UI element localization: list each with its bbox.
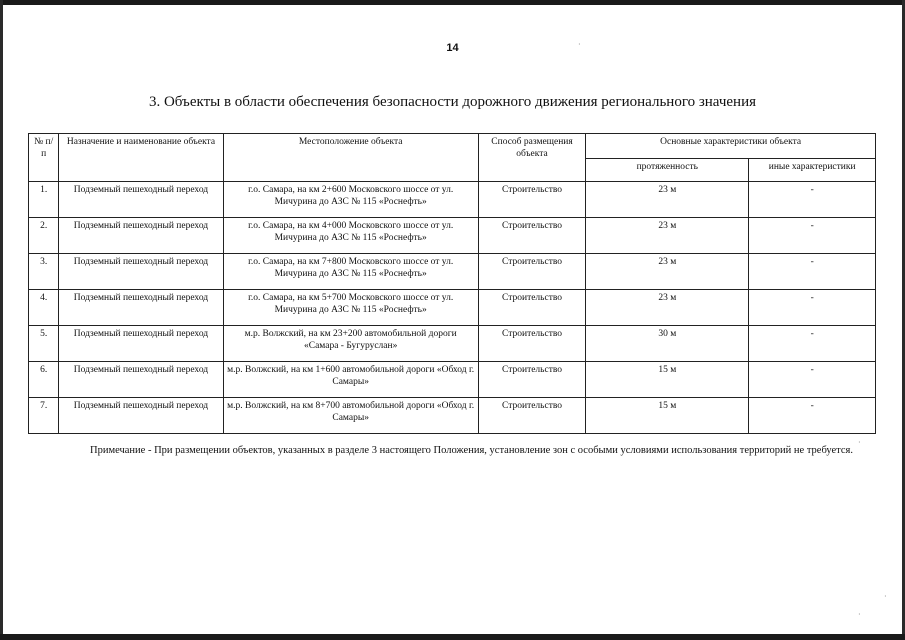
- cell-location: г.о. Самара, на км 2+600 Московского шоссе от ул. Мичурина до АЗС № 115 «Роснефть»: [223, 182, 478, 218]
- cell-method: Строительство: [478, 218, 585, 254]
- header-location: Местоположение объекта: [223, 134, 478, 182]
- table-body: [29, 182, 876, 434]
- header-name: Назначение и наименование объекта: [59, 134, 223, 182]
- cell-name: Подземный пешеходный переход: [59, 362, 223, 398]
- objects-table: [28, 133, 876, 434]
- section-title: 3. Объекты в области обеспечения безопасности дорожного движения регионального значения: [148, 94, 757, 110]
- cell-other: -: [749, 182, 876, 218]
- cell-num: 3.: [29, 254, 59, 290]
- scan-speck: ·: [858, 438, 861, 447]
- cell-length: 23 м: [586, 218, 749, 254]
- cell-num: 5.: [29, 326, 59, 362]
- note-text: Примечание - При размещении объектов, указанных в разделе 3 настоящего Положения, установление зон с особыми условиями использования территорий не требуется.: [90, 445, 854, 456]
- cell-other: -: [749, 218, 876, 254]
- table-row: [29, 326, 876, 362]
- scan-border-top: [0, 0, 905, 5]
- table-row: [29, 362, 876, 398]
- cell-name: Подземный пешеходный переход: [59, 254, 223, 290]
- cell-name: Подземный пешеходный переход: [59, 182, 223, 218]
- cell-method: Строительство: [478, 362, 585, 398]
- table-row: [29, 182, 876, 218]
- cell-length: 15 м: [586, 398, 749, 434]
- cell-num: 1.: [29, 182, 59, 218]
- cell-method: Строительство: [478, 398, 585, 434]
- header-num: № п/п: [29, 134, 59, 182]
- cell-method: Строительство: [478, 254, 585, 290]
- cell-method: Строительство: [478, 326, 585, 362]
- header-characteristics: Основные характеристики объекта: [586, 134, 876, 159]
- cell-method: Строительство: [478, 290, 585, 326]
- cell-num: 2.: [29, 218, 59, 254]
- header-length: протяженность: [586, 159, 749, 182]
- cell-other: -: [749, 326, 876, 362]
- page-number: 14: [446, 42, 459, 54]
- table-row: [29, 398, 876, 434]
- header-other: иные характеристики: [749, 159, 876, 182]
- header-method: Способ размещения объекта: [478, 134, 585, 182]
- cell-name: Подземный пешеходный переход: [59, 326, 223, 362]
- scan-speck: ·: [884, 592, 887, 601]
- cell-other: -: [749, 254, 876, 290]
- cell-other: -: [749, 290, 876, 326]
- cell-location: г.о. Самара, на км 5+700 Московского шоссе от ул. Мичурина до АЗС № 115 «Роснефть»: [223, 290, 478, 326]
- cell-name: Подземный пешеходный переход: [59, 398, 223, 434]
- cell-length: 15 м: [586, 362, 749, 398]
- scan-speck: ·: [858, 610, 861, 619]
- table-row: [29, 218, 876, 254]
- cell-name: Подземный пешеходный переход: [59, 290, 223, 326]
- cell-num: 7.: [29, 398, 59, 434]
- cell-location: м.р. Волжский, на км 23+200 автомобильной дороги «Самара - Бугуруслан»: [223, 326, 478, 362]
- cell-length: 23 м: [586, 290, 749, 326]
- cell-length: 30 м: [586, 326, 749, 362]
- cell-length: 23 м: [586, 182, 749, 218]
- cell-location: г.о. Самара, на км 7+800 Московского шоссе от ул. Мичурина до АЗС № 115 «Роснефть»: [223, 254, 478, 290]
- scan-speck: ·: [578, 40, 581, 49]
- cell-other: -: [749, 398, 876, 434]
- cell-location: г.о. Самара, на км 4+000 Московского шоссе от ул. Мичурина до АЗС № 115 «Роснефть»: [223, 218, 478, 254]
- table-row: [29, 290, 876, 326]
- cell-num: 6.: [29, 362, 59, 398]
- table-row: [29, 254, 876, 290]
- scan-border-bottom: [0, 634, 905, 640]
- cell-location: м.р. Волжский, на км 8+700 автомобильной дороги «Обход г. Самары»: [223, 398, 478, 434]
- cell-location: м.р. Волжский, на км 1+600 автомобильной дороги «Обход г. Самары»: [223, 362, 478, 398]
- cell-num: 4.: [29, 290, 59, 326]
- table-header-row: [29, 134, 876, 159]
- cell-length: 23 м: [586, 254, 749, 290]
- cell-method: Строительство: [478, 182, 585, 218]
- cell-other: -: [749, 362, 876, 398]
- cell-name: Подземный пешеходный переход: [59, 218, 223, 254]
